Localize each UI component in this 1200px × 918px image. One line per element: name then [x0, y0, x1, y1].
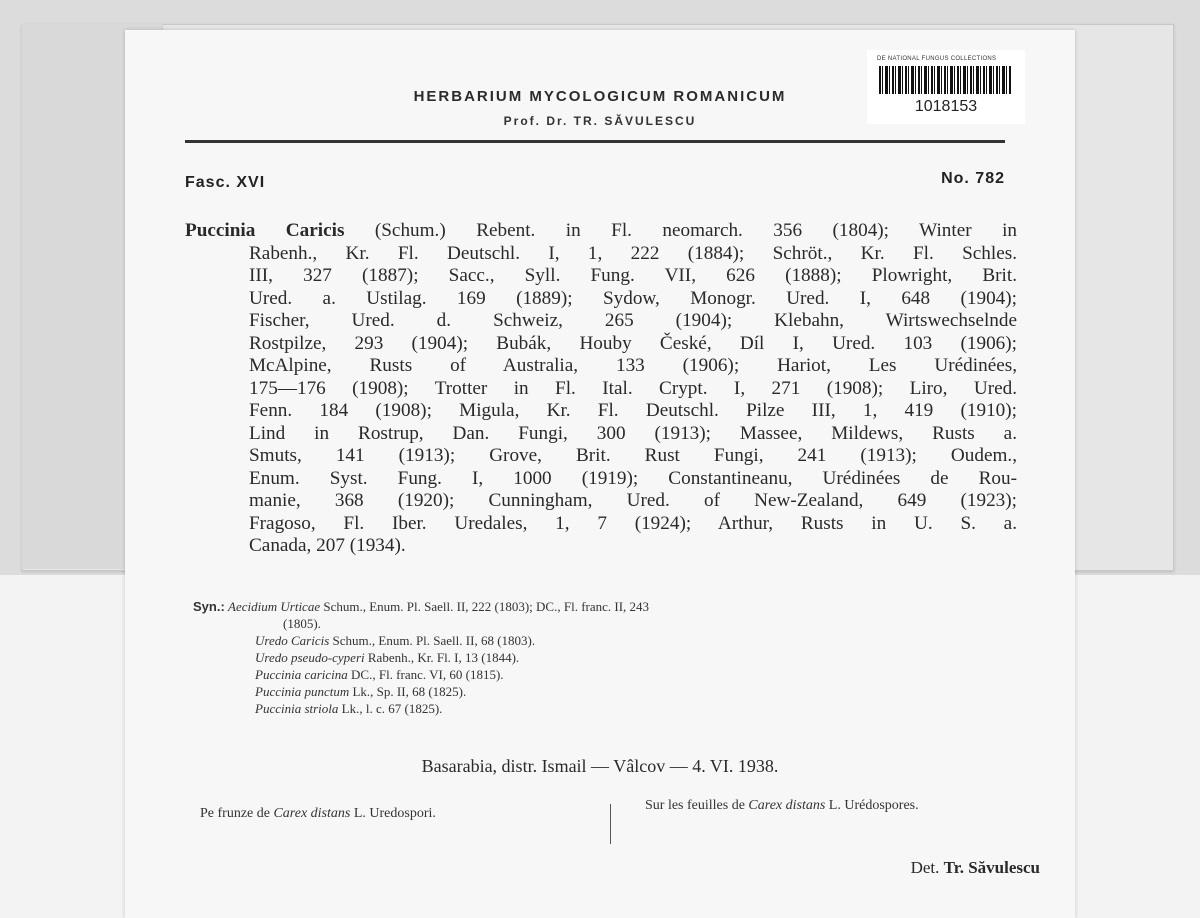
- host-romanian: Pe frunze de Carex distans L. Uredospori.: [200, 806, 436, 821]
- host-divider: [610, 804, 611, 844]
- synonym-row: Puccinia striola Lk., l. c. 67 (1825).: [255, 701, 443, 716]
- synonyms-label: Syn.:: [193, 599, 225, 614]
- citation-line: Ured. a. Ustilag. 169 (1889); Sydow, Monogr. Ured. I, 648 (1904);: [249, 287, 1017, 309]
- species-name: Puccinia Caricis: [185, 220, 345, 241]
- synonym-row: Uredo pseudo-cyperi Rabenh., Kr. Fl. I, 13 (1844).: [255, 650, 520, 665]
- determiner-name: Tr. Săvulescu: [943, 858, 1040, 877]
- citation-line: Rabenh., Kr. Fl. Deutschl. I, 1, 222 (1884); Schröt., Kr. Fl. Schles.: [249, 242, 1017, 264]
- fascicle-label: Fasc. XVI: [185, 174, 266, 191]
- herbarium-subtitle: Prof. Dr. TR. SĂVULESCU: [503, 114, 697, 128]
- citation-line: Rostpilze, 293 (1904); Bubák, Houby České, Díl I, Ured. 103 (1906);: [249, 332, 1017, 354]
- barcode-number: 1018153: [914, 98, 978, 115]
- barcode-icon: [879, 66, 1011, 94]
- synonym-row: Puccinia caricina DC., Fl. franc. VI, 60 (1815).: [255, 667, 504, 682]
- herbarium-title: HERBARIUM MYCOLOGICUM ROMANICUM: [413, 88, 787, 105]
- specimen-number: No. 782: [941, 170, 1005, 187]
- citation-line: Fenn. 184 (1908); Migula, Kr. Fl. Deutschl. Pilze III, 1, 419 (1910);: [249, 400, 1017, 421]
- synonyms-block: [193, 598, 1023, 717]
- citation-line: Canada, 207 (1934).: [249, 535, 406, 556]
- barcode-caption: DE NATIONAL FUNGUS COLLECTIONS: [877, 56, 997, 62]
- citation-line: Lind in Rostrup, Dan. Fungi, 300 (1913); Massee, Mildews, Rusts a.: [249, 422, 1017, 444]
- citation-line: Enum. Syst. Fung. I, 1000 (1919); Constantineanu, Urédinées de Rou-: [249, 467, 1017, 489]
- determiner: Det. Tr. Săvulescu: [910, 858, 1040, 877]
- citation-line: Fragoso, Fl. Iber. Uredales, 1, 7 (1924); Arthur, Rusts in U. S. a.: [249, 512, 1017, 534]
- citation-line: III, 327 (1887); Sacc., Syll. Fung. VII, 626 (1888); Plowright, Brit.: [249, 265, 1017, 286]
- citation-line: 175—176 (1908); Trotter in Fl. Ital. Crypt. I, 271 (1908); Liro, Ured.: [249, 377, 1017, 399]
- citation-line: Smuts, 141 (1913); Grove, Brit. Rust Fungi, 241 (1913); Oudem.,: [249, 445, 1017, 466]
- citation-block: [185, 220, 1017, 558]
- synonym-row: Syn.: Aecidium Urticae Schum., Enum. Pl. Saell. II, 222 (1803); DC., Fl. franc. II, 243: [193, 599, 650, 614]
- host-french: Sur les feuilles de Carex distans L. Urédospores.: [645, 798, 919, 813]
- citation-line: McAlpine, Rusts of Australia, 133 (1906); Hariot, Les Urédinées,: [249, 355, 1017, 376]
- specimen-label: [125, 30, 1075, 918]
- citation-line: manie, 368 (1920); Cunningham, Ured. of New-Zealand, 649 (1923);: [249, 490, 1017, 511]
- header-rule: [185, 140, 1005, 143]
- synonym-row: Uredo Caricis Schum., Enum. Pl. Saell. II, 68 (1803).: [255, 633, 536, 648]
- barcode-label: [867, 50, 1025, 124]
- citation-line: Puccinia Caricis (Schum.) Rebent. in Fl. neomarch. 356 (1804); Winter in: [185, 220, 1017, 241]
- citation-line: Fischer, Ured. d. Schweiz, 265 (1904); Klebahn, Wirtswechselnde: [249, 310, 1017, 331]
- synonym-row: (1805).: [283, 616, 321, 631]
- synonym-row: Puccinia punctum Lk., Sp. II, 68 (1825).: [255, 684, 467, 699]
- locality: Basarabia, distr. Ismail — Vâlcov — 4. VI. 1938.: [421, 756, 779, 776]
